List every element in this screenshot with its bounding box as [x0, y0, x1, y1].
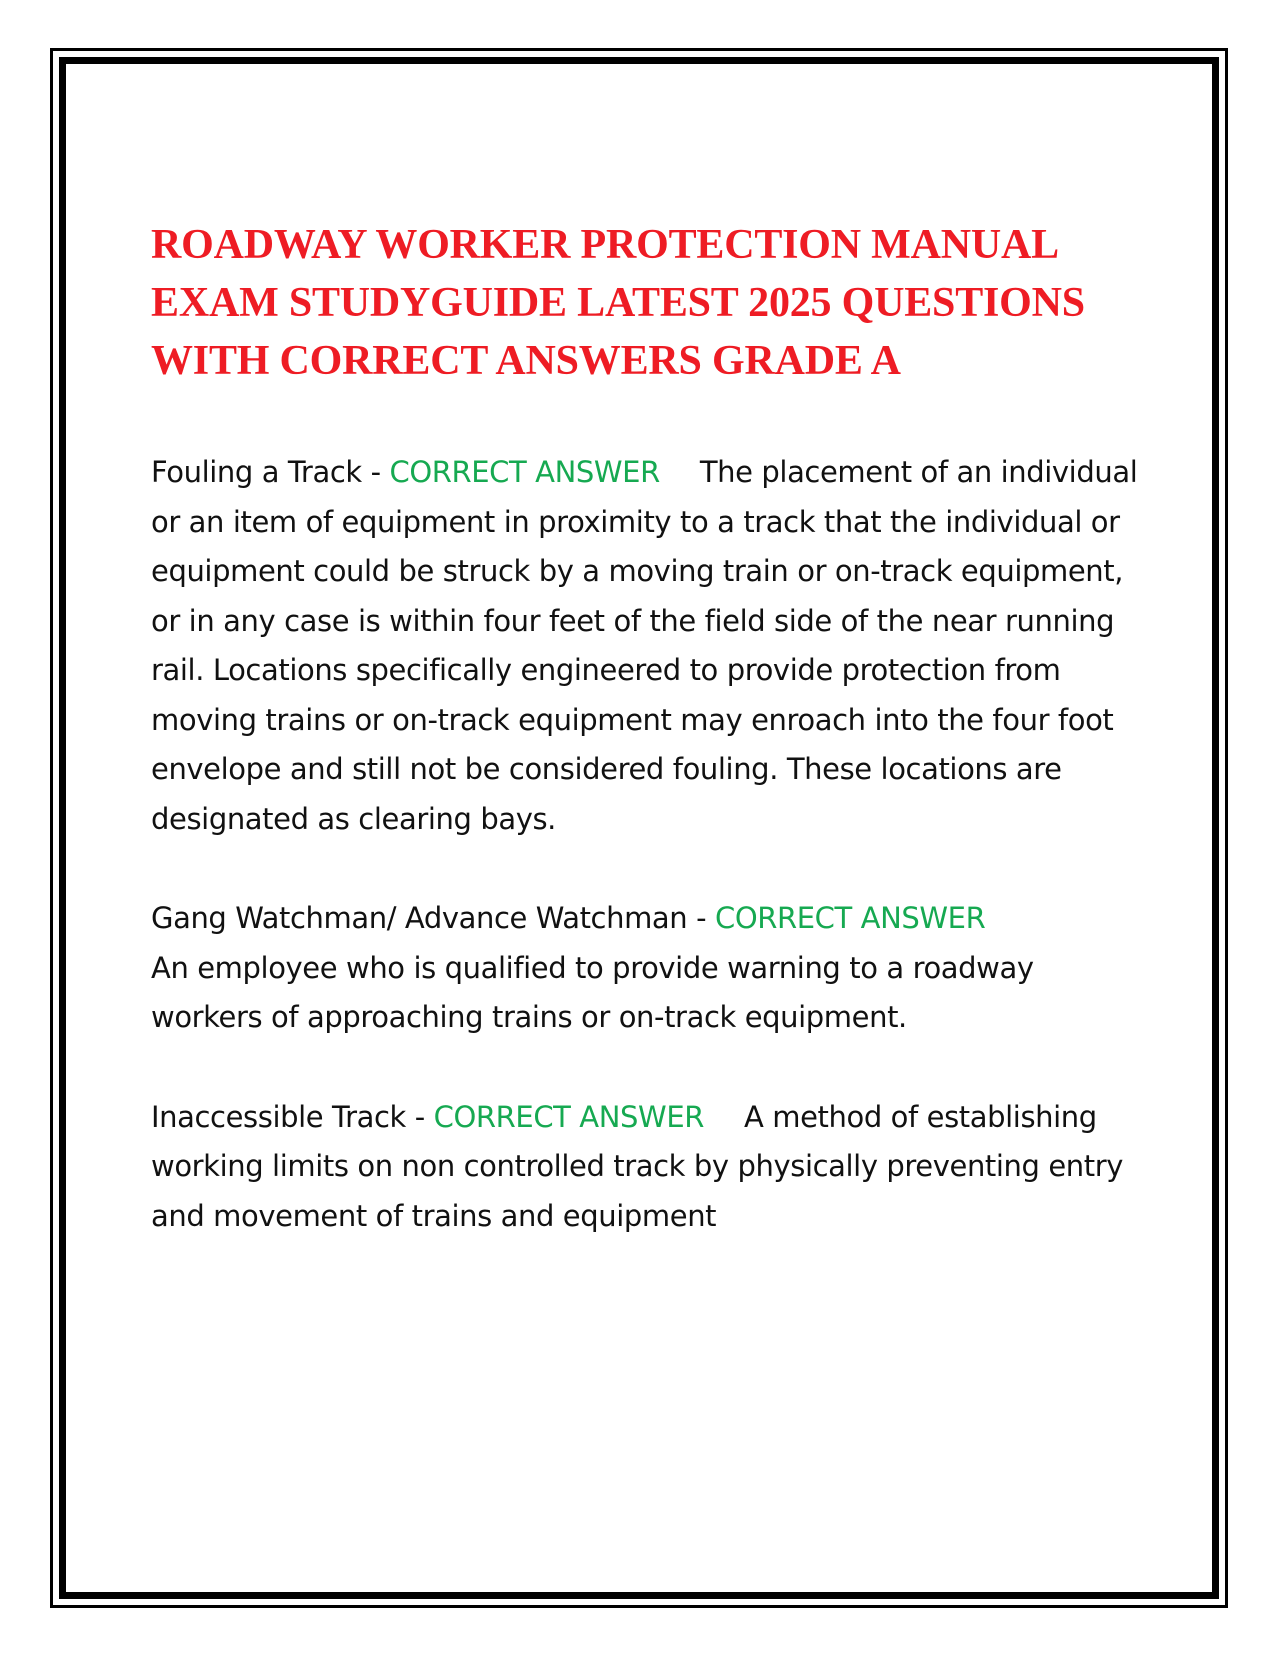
document-content — [151, 216, 1141, 1291]
entry-inaccessible-track — [151, 1093, 1141, 1242]
correct-answer-tag: CORRECT ANSWER — [714, 901, 986, 935]
entry-term: Inaccessible Track - — [151, 1099, 434, 1134]
entry-definition: An employee who is qualified to provide warning to a roadway workers of approaching trains or on-track equipment. — [151, 950, 1034, 1034]
entry-term: Gang Watchman/ Advance Watchman - — [151, 901, 715, 935]
correct-answer-tag: CORRECT ANSWER — [389, 455, 660, 489]
entry-definition: The placement of an individual or an item of equipment in proximity to a track that the individual or equipment could be struck by a moving train or on-track equipment, or in any case is within four feet of the field side of the near running rail. Locations specifically engineered to provide protection from moving trains or on-track equipment may enroach into the four foot envelope and still not be considered fouling. These locations are designated as clearing bays. — [151, 455, 1138, 836]
entry-fouling-a-track — [151, 448, 1141, 844]
entry-gang-watchman — [151, 894, 1141, 1043]
document-title: ROADWAY WORKER PROTECTION MANUAL EXAM STUDYGUIDE LATEST 2025 QUESTIONS WITH CORRECT ANSWERS GRADE A — [151, 222, 1085, 384]
entry-term: Fouling a Track - — [151, 455, 390, 489]
entry-definition: A method of establishing working limits on non controlled track by physically preventing entry and movement of trains and equipment — [151, 1099, 1124, 1233]
correct-answer-tag: CORRECT ANSWER — [433, 1099, 704, 1134]
